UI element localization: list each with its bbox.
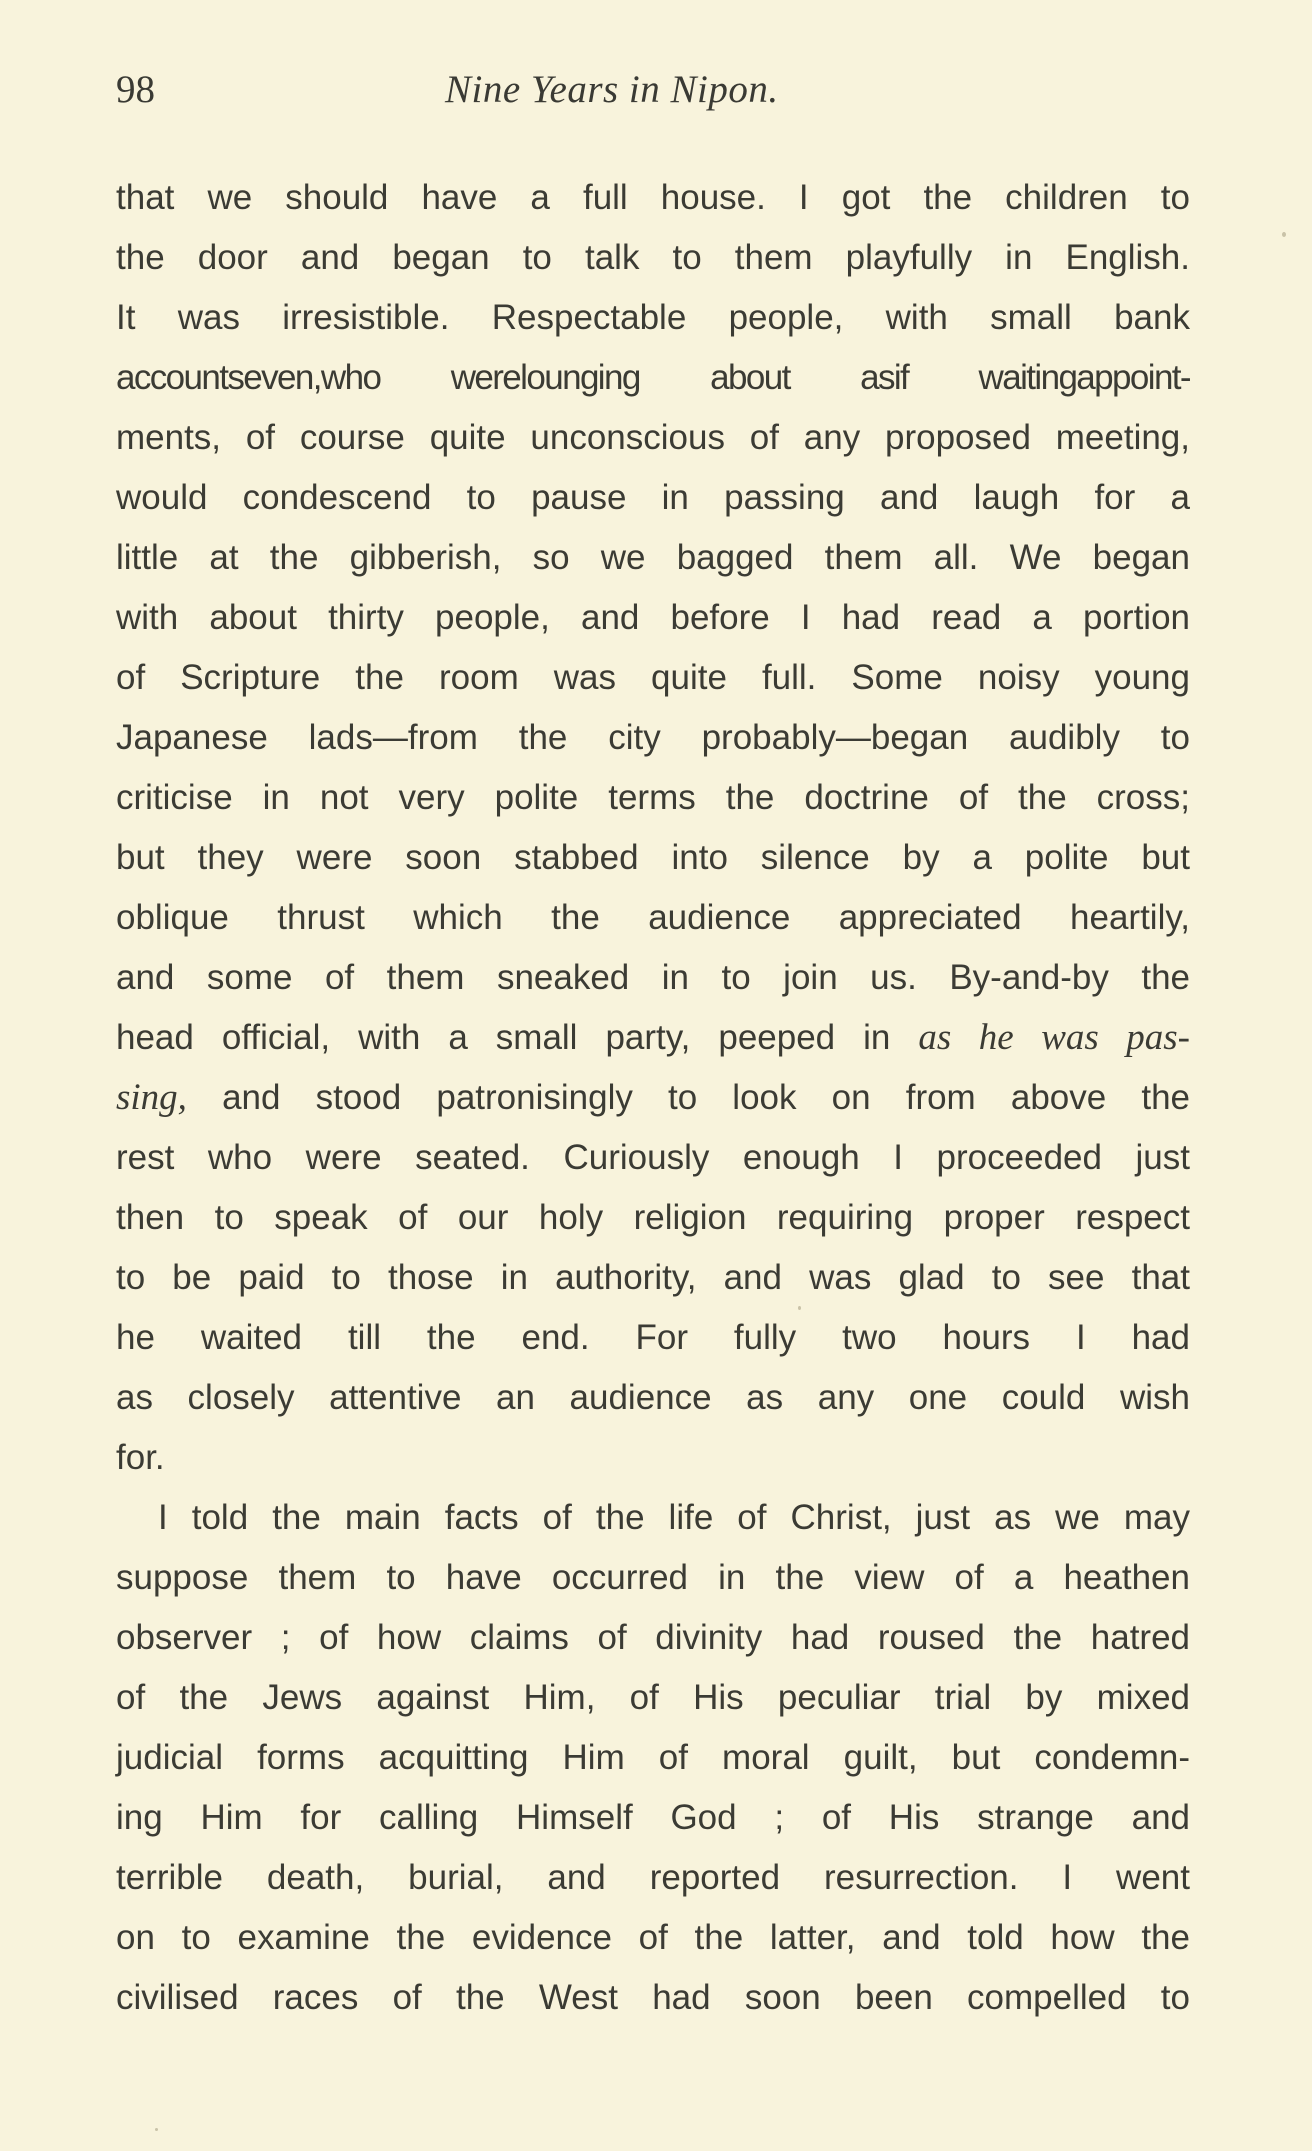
paragraph-2 — [116, 1488, 1190, 2028]
text-line: civilised races of the West had soon been compelled to — [116, 1978, 1190, 2017]
text-line: with about thirty people, and before I had read a portion — [116, 598, 1190, 637]
italic-text: as he was pas- — [918, 1017, 1190, 1058]
text-line: suppose them to have occurred in the view of a heathen — [116, 1558, 1190, 1597]
text-line: on to examine the evidence of the latter, and told how the — [116, 1918, 1190, 1957]
text-line: the door and began to talk to them playfully in English. — [116, 238, 1190, 277]
text-line: observer ; of how claims of divinity had roused the hatred — [116, 1618, 1190, 1657]
text-line: judicial forms acquitting Him of moral guilt, but condemn- — [116, 1738, 1190, 1777]
text-line: to be paid to those in authority, and was glad to see that — [116, 1258, 1190, 1297]
text-line: but they were soon stabbed into silence by a polite but — [116, 838, 1190, 877]
text-line: would condescend to pause in passing and laugh for a — [116, 478, 1190, 517]
paper-speck — [155, 2128, 158, 2131]
text-line: I told the main facts of the life of Christ, just as we may — [158, 1498, 1190, 1537]
text-segment: head official, with a small party, peeped in — [116, 1018, 891, 1057]
text-line — [116, 1008, 1190, 1068]
text-segment: and stood patronisingly to look on from above the — [186, 1078, 1190, 1117]
page-number: 98 — [116, 68, 155, 111]
text-line: Japanese lads—from the city probably—began audibly to — [116, 718, 1190, 757]
text-line: terrible death, burial, and reported resurrection. I went — [116, 1858, 1190, 1897]
text-line: that we should have a full house. I got the children to — [116, 178, 1190, 217]
page-header — [116, 62, 1190, 118]
text-line: It was irresistible. Respectable people, with small bank — [116, 298, 1190, 337]
text-line: and some of them sneaked in to join us. By-and-by the — [116, 958, 1190, 997]
running-title: Nine Years in Nipon. — [445, 68, 779, 111]
text-line: ing Him for calling Himself God ; of His strange and — [116, 1798, 1190, 1837]
text-line: as closely attentive an audience as any one could wish — [116, 1378, 1190, 1417]
text-line: criticise in not very polite terms the doctrine of the cross; — [116, 778, 1190, 817]
paragraph-1 — [116, 168, 1190, 1488]
text-line: of the Jews against Him, of His peculiar trial by mixed — [116, 1678, 1190, 1717]
text-line: ments, of course quite unconscious of any proposed meeting, — [116, 418, 1190, 457]
text-line: then to speak of our holy religion requiring proper respect — [116, 1198, 1190, 1237]
text-line: of Scripture the room was quite full. Some noisy young — [116, 658, 1190, 697]
text-line: oblique thrust which the audience appreciated heartily, — [116, 898, 1190, 937]
paper-speck — [1282, 232, 1286, 237]
text-line: little at the gibberish, so we bagged them all. We began — [116, 538, 1190, 577]
italic-text: sing, — [116, 1077, 187, 1118]
text-line: for. — [116, 1438, 165, 1477]
text-line — [116, 1068, 1190, 1128]
text-line: accountseven,who werelounging about asif waitingappoint- — [116, 358, 1190, 397]
text-line: he waited till the end. For fully two hours I had — [116, 1318, 1190, 1357]
body-text — [116, 168, 1190, 2028]
text-line: rest who were seated. Curiously enough I proceeded just — [116, 1138, 1190, 1177]
paper-speck — [798, 1306, 801, 1310]
